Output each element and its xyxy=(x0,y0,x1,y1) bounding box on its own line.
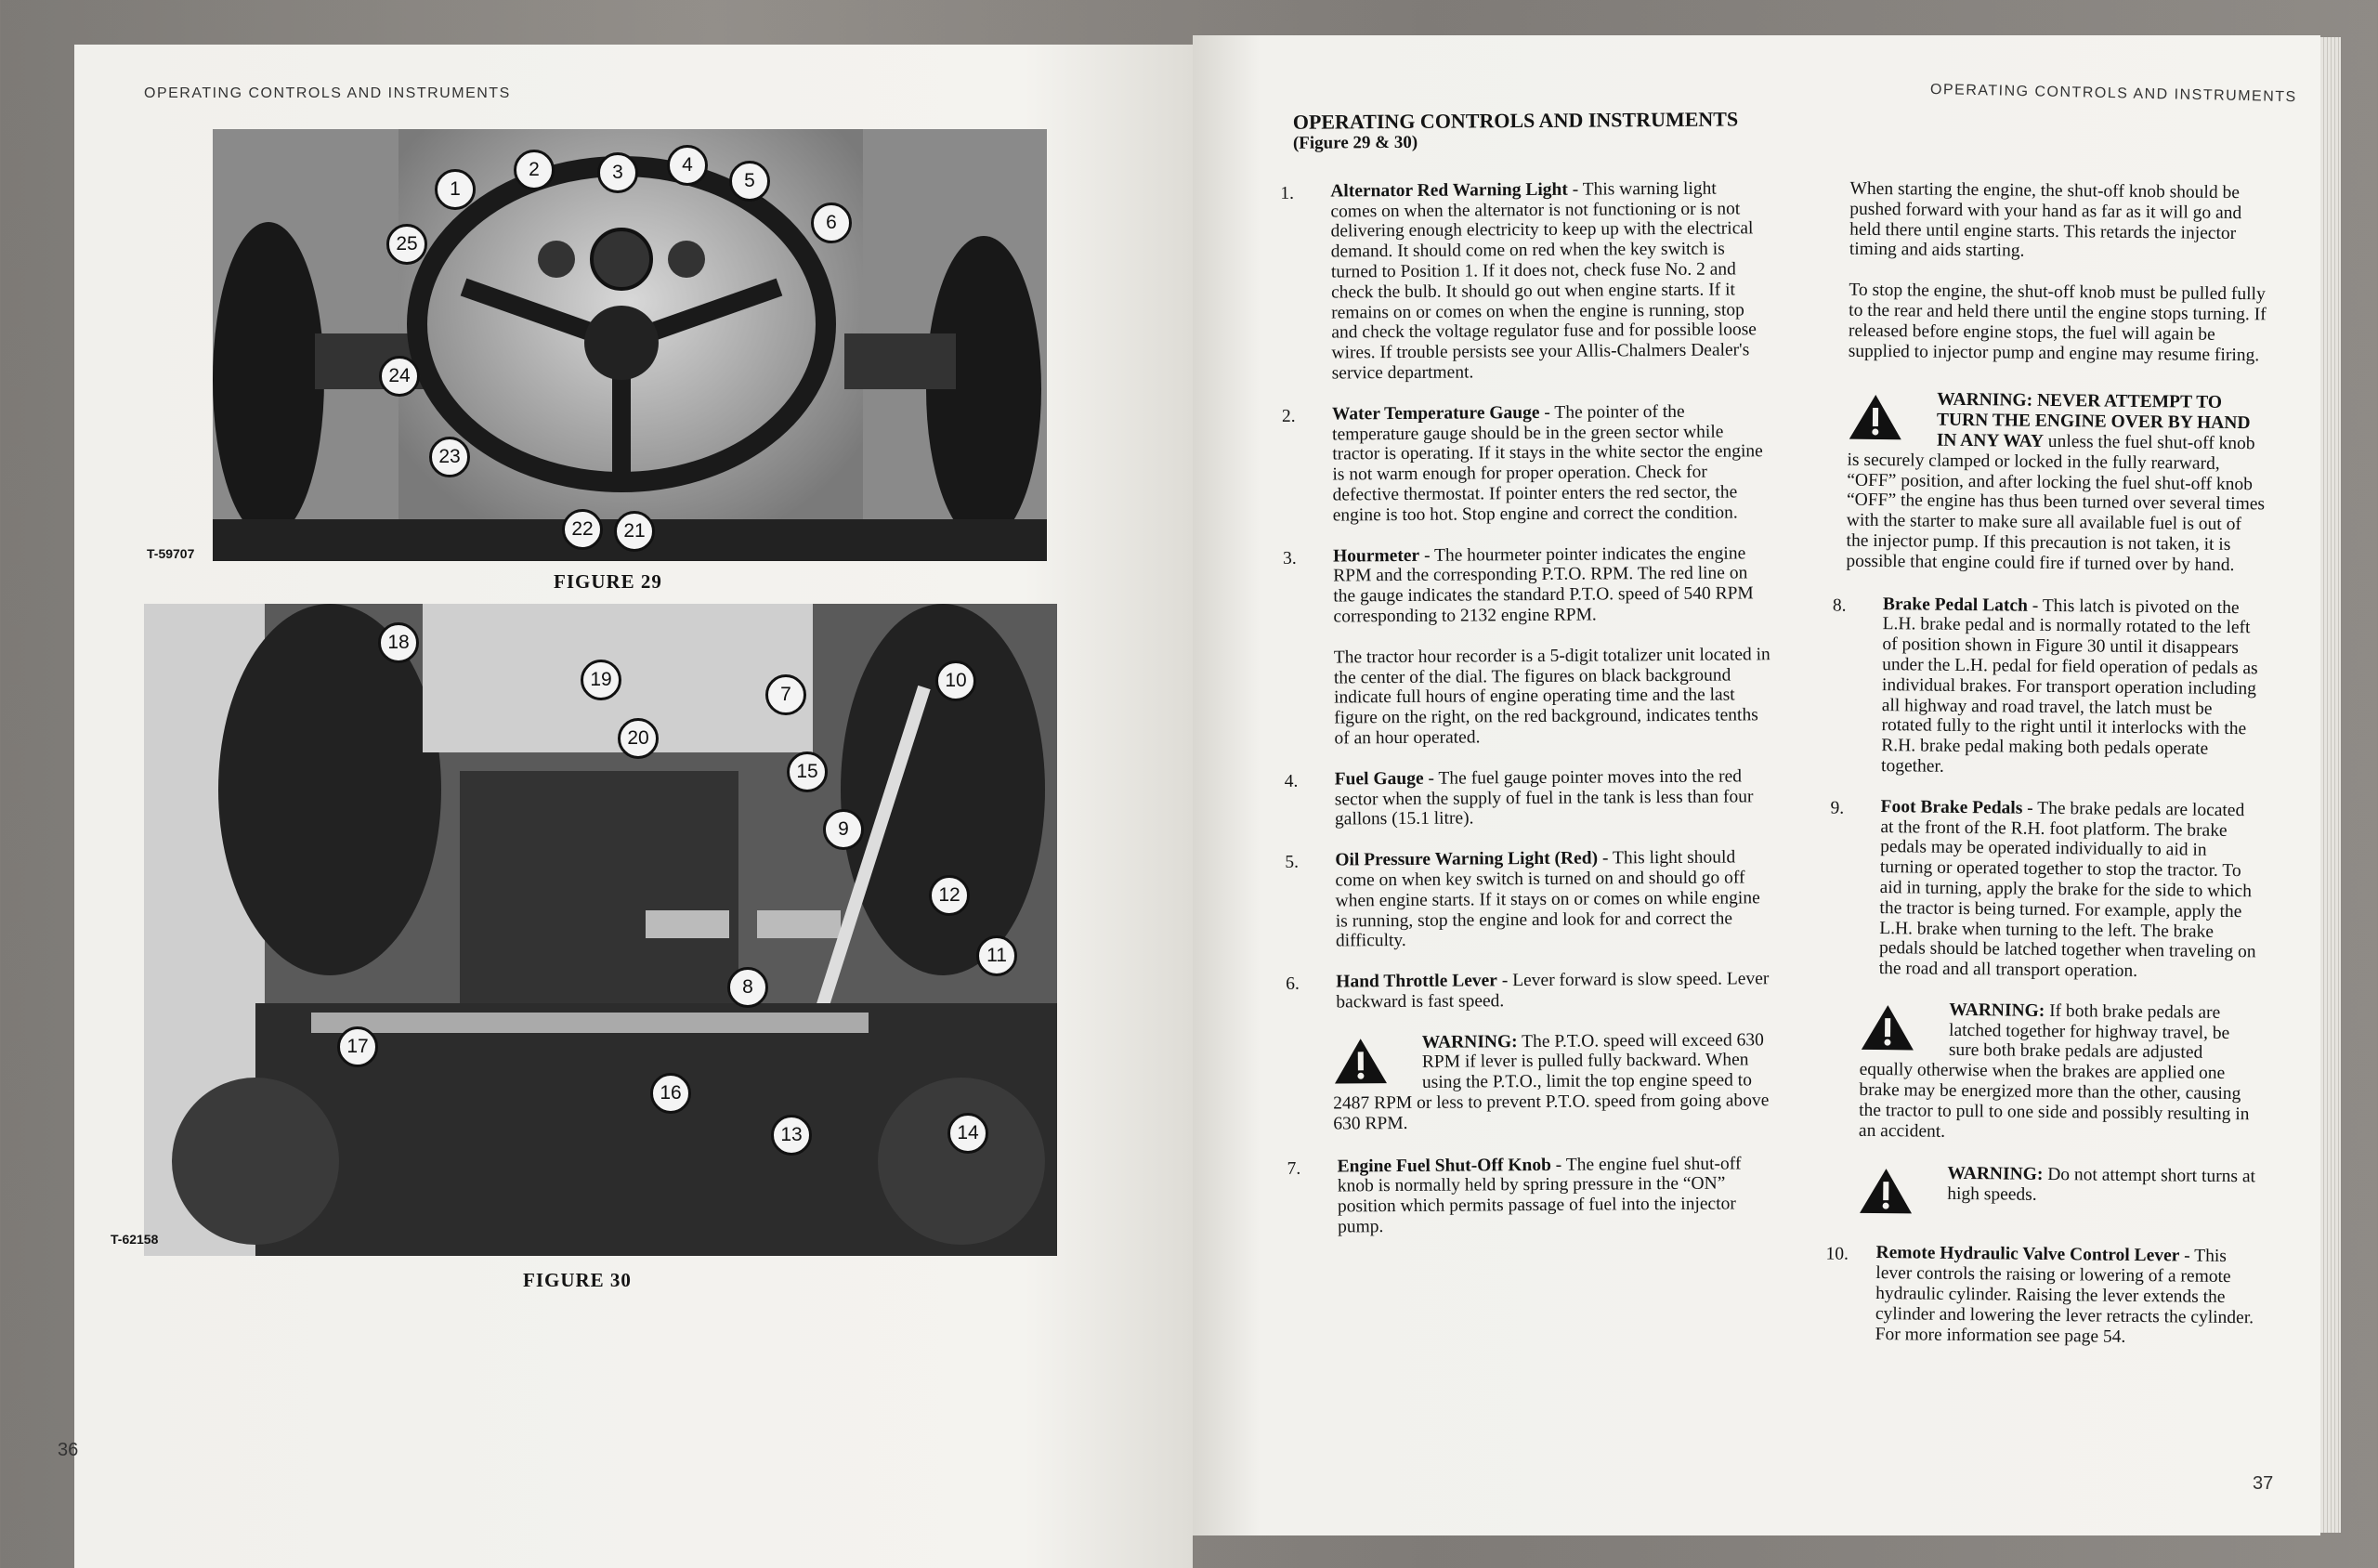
warning-text: Do not attempt short turns at high speeds. xyxy=(1947,1165,2256,1206)
callout-6: 6 xyxy=(811,203,852,243)
callout-4: 4 xyxy=(667,145,708,186)
callout-18: 18 xyxy=(378,622,419,663)
item-body: - The fuel gauge pointer moves into the red sector when the supply of fuel in the tank is less than four gallons (15.1 litre). xyxy=(1334,766,1754,830)
warning-triangle-icon xyxy=(1860,1003,1916,1052)
callout-5: 5 xyxy=(729,161,770,202)
item-title: Hourmeter xyxy=(1332,545,1420,567)
callout-20: 20 xyxy=(618,718,659,759)
item-number: 8. xyxy=(1832,595,1847,616)
warning-triangle-icon xyxy=(1333,1037,1389,1085)
text-column-1 xyxy=(1280,107,1775,1258)
item-number: 4. xyxy=(1284,771,1299,791)
item-body: - The brake pedals are located at the front of the R.H. foot platform. The brake pedals may be operated individually to aid in turning or operated together to stop the tractor. To aid in turning, apply the brake for the side to which the tractor is being turned. For example, apply the L.H. brake when turning to the left. The brake pedals should be latched together when traveling on the road and all transport operation. xyxy=(1878,798,2256,982)
shutoff-start-paragraph: When starting the engine, the shut-off knob should be pushed forward with your hand as far as it will go and held there until engine starts. This retards the injector timing and aids starting. xyxy=(1849,178,2242,262)
running-head-left: OPERATING CONTROLS AND INSTRUMENTS xyxy=(144,85,511,101)
item-title: Hand Throttle Lever xyxy=(1336,971,1498,992)
callout-24: 24 xyxy=(379,356,420,397)
item-body: - Lever forward is slow speed. Lever backward is fast speed. xyxy=(1336,969,1770,1013)
figure-30-photo xyxy=(144,604,1057,1256)
item-body: - This light should come on when key switch is turned on and should go off when engine starts. If it stays on or comes on while engine is running, stop the engine and look for and correct the difficulty. xyxy=(1335,847,1760,951)
callout-1: 1 xyxy=(435,169,476,210)
page-edges xyxy=(2320,37,2341,1533)
item-title: Oil Pressure Warning Light (Red) xyxy=(1335,848,1599,870)
callout-21: 21 xyxy=(614,511,655,552)
callout-13: 13 xyxy=(771,1115,812,1156)
figure-29-caption: FIGURE 29 xyxy=(554,570,662,593)
item-3 xyxy=(1282,542,1771,750)
warning-label: WARNING: xyxy=(1947,1164,2044,1185)
item-10 xyxy=(1825,1243,2257,1349)
item-number: 1. xyxy=(1280,183,1295,203)
callout-15: 15 xyxy=(787,751,828,792)
item-body: - This lever controls the raising or lowering of a remote hydraulic cylinder. Raising the lever extends the cylinder and lowering the lever retracts the cylinder. For more information see page 54. xyxy=(1875,1246,2254,1347)
section-subtitle: (Figure 29 & 30) xyxy=(1292,132,1418,153)
tractor-dashboard-illustration xyxy=(213,129,1047,561)
warning-text: If both brake pedals are latched together for highway travel, be sure both brake pedals are adjusted equally otherwise when the brakes are applied one brake may be energized more than the other, causing the tractor to pull to one side and possibly resulting in an accident. xyxy=(1858,1000,2250,1142)
item-title: Foot Brake Pedals xyxy=(1880,796,2023,818)
figure-29-photo xyxy=(213,129,1047,561)
item-number: 7. xyxy=(1287,1158,1301,1179)
callout-22: 22 xyxy=(562,509,603,550)
tractor-operator-platform-illustration xyxy=(144,604,1057,1256)
callout-11: 11 xyxy=(976,935,1017,976)
callout-16: 16 xyxy=(650,1073,691,1114)
item-number: 9. xyxy=(1830,798,1845,818)
item-4 xyxy=(1284,766,1771,830)
item-title: Brake Pedal Latch xyxy=(1882,594,2029,616)
callout-7: 7 xyxy=(765,674,806,715)
warning-label: WARNING: NEVER ATTEMPT TO TURN THE ENGINE OVER BY HAND IN ANY WAY xyxy=(1936,390,2251,451)
item-title: Engine Fuel Shut-Off Knob xyxy=(1337,1155,1551,1177)
callout-12: 12 xyxy=(929,875,970,916)
callout-9: 9 xyxy=(823,809,864,850)
callout-25: 25 xyxy=(386,224,427,265)
text-column-2 xyxy=(1825,178,2267,1369)
item-number: 2. xyxy=(1281,406,1296,426)
warning-triangle-icon xyxy=(1858,1167,1914,1216)
figure-29-photo-id: T-59707 xyxy=(147,546,195,561)
warning-hand-turning xyxy=(1846,389,2266,576)
warning-triangle-icon xyxy=(1848,393,1904,442)
page-number-left: 36 xyxy=(58,1440,79,1460)
item-body: - The pointer of the temperature gauge should be in the green sector while tractor is operating. If it stays in the white sector the engine is not warm enough for proper operation. Check for defective thermostat. If pointer enters the red sector, the engine is too hot. Stop engine and correct the condition. xyxy=(1332,401,1763,526)
section-title: OPERATING CONTROLS AND INSTRUMENTS xyxy=(1292,107,1739,134)
item-6 xyxy=(1286,969,1772,1013)
page-number-right: 37 xyxy=(2253,1473,2274,1494)
item-body: - This latch is pivoted on the L.H. brake pedal and is normally rotated to the left of position shown in Figure 30 until it disappears under the L.H. pedal for field operation of pedals as individual brakes. For transport operation including all highway and road travel, the latch must be rotated fully to the right until it interlocks with the R.H. brake pedal making both pedals operate together. xyxy=(1880,595,2258,777)
figure-30-photo-id: T-62158 xyxy=(111,1232,159,1247)
callout-8: 8 xyxy=(727,967,768,1008)
item-title: Water Temperature Gauge xyxy=(1331,402,1540,425)
warning-short-turns xyxy=(1839,1163,2258,1220)
item-1 xyxy=(1280,178,1769,385)
item-2 xyxy=(1281,401,1770,526)
item-title: Fuel Gauge xyxy=(1334,768,1424,790)
warning-brake-adjust xyxy=(1840,1000,2260,1145)
callout-17: 17 xyxy=(337,1026,378,1067)
warning-label: WARNING: xyxy=(1421,1031,1518,1052)
item-number: 5. xyxy=(1285,852,1300,872)
item-9 xyxy=(1830,796,2262,983)
warning-text: unless the fuel shut-off knob is securely clamped or locked in the fully rearward, “OFF” position, and after locking the fuel shut-off knob “OFF” the engine has thus been turned over several times with the starter to make sure all available fuel is out of the injector pump. If this precaution is not taken, it is possible that engine could fire if turned over by hand. xyxy=(1846,431,2266,575)
running-head-right: OPERATING CONTROLS AND INSTRUMENTS xyxy=(1929,82,2297,106)
callout-14: 14 xyxy=(947,1113,988,1154)
item-8 xyxy=(1832,594,2264,780)
item-body: - The engine fuel shut-off knob is normally held by spring pressure in the “ON” position which permits passage of fuel into the injector pump. xyxy=(1337,1154,1742,1237)
shutoff-stop-paragraph: To stop the engine, the shut-off knob must be pulled fully to the rear and held there until the engine stops turning. If released before engine stops, the fuel will again be supplied to injector pump and engine may resume firing. xyxy=(1848,280,2267,365)
item-number: 10. xyxy=(1825,1244,1849,1265)
item-7 xyxy=(1287,1154,1775,1238)
callout-2: 2 xyxy=(514,150,555,190)
item-title: Alternator Red Warning Light xyxy=(1330,179,1568,202)
item-body: - The hourmeter pointer indicates the engine RPM and the corresponding P.T.O. RPM. The red line on the gauge indicates the standard P.T.O. speed of 540 RPM corresponding to 2132 engine RPM. xyxy=(1333,542,1754,627)
warning-label: WARNING: xyxy=(1949,1000,2045,1021)
warning-text: The P.T.O. speed will exceed 630 RPM if lever is pulled fully backward. When using the P.T.O., limit the top engine speed to 2487 RPM or less to prevent P.T.O. speed from going above 630 RPM. xyxy=(1333,1029,1770,1134)
warning-pto-speed xyxy=(1300,1030,1774,1135)
item-body: - This warning light comes on when the alternator is not functioning or is not delivering enough electricity to keep up with the electrical demand. It should come on red when the key switch is turned to Position 1. If it does not, check fuse No. 2 and check the bulb. It should go out when engine starts. If it remains on or comes on when the engine is running, stop and check the voltage regulator fuse and for possible loose wires. If trouble persists see your Allis-Chalmers Dealer's service department. xyxy=(1330,178,1757,384)
callout-3: 3 xyxy=(597,152,638,193)
item-extra-paragraph: The tractor hour recorder is a 5-digit totalizer unit located in the center of the dial. The figures on black background indicate full hours of engine operating time and the last figure on the right, on the red background, indicates tenths of an hour operated. xyxy=(1333,644,1770,749)
callout-10: 10 xyxy=(935,660,976,701)
item-number: 6. xyxy=(1286,973,1300,994)
item-number: 3. xyxy=(1282,548,1297,568)
callout-19: 19 xyxy=(581,660,621,700)
callout-23: 23 xyxy=(429,437,470,477)
item-title: Remote Hydraulic Valve Control Lever xyxy=(1875,1243,2180,1266)
item-5 xyxy=(1285,847,1772,952)
figure-30-caption: FIGURE 30 xyxy=(523,1269,632,1291)
